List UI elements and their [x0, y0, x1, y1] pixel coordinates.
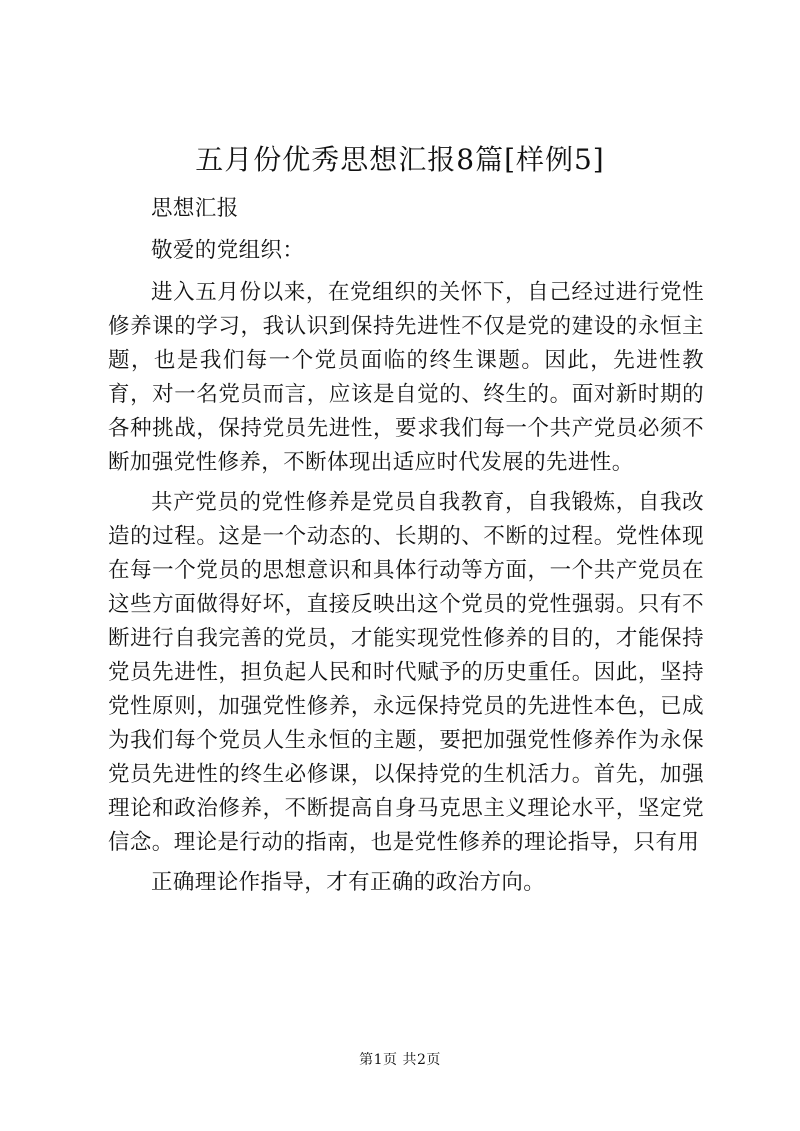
body-paragraph-3: 正确理论作指导，才有正确的政治方向。: [151, 870, 546, 895]
salutation-heading: 思想汇报: [151, 196, 239, 221]
document-body: [108, 192, 704, 906]
document-title: 五月份优秀思想汇报8篇[样例5]: [195, 143, 605, 176]
salutation-line: 敬爱的党组织：: [151, 238, 305, 263]
page-number-footer: 第1页 共2页: [359, 1052, 441, 1068]
body-paragraph-1: 进入五月份以来，在党组织的关怀下，自己经过进行党性修养课的学习，我认识到保持先进性不仅是党的建设的永恒主题，也是我们每一个党员面临的终生课题。因此，先进性教育，对一名党员而言，应该是自觉的、终生的。面对新时期的各种挑战，保持党员先进性，要求我们每一个共产党员必须不断加强党性修养，不断体现出适应时代发展的先进性。: [108, 280, 704, 475]
body-paragraph-2: 共产党员的党性修养是党员自我教育，自我锻炼，自我改造的过程。这是一个动态的、长期的、不断的过程。党性体现在每一个党员的思想意识和具体行动等方面，一个共产党员在这些方面做得好坏，直接反映出这个党员的党性强弱。只有不断进行自我完善的党员，才能实现党性修养的目的，才能保持党员先进性，担负起人民和时代赋予的历史重任。因此，坚持党性原则，加强党性修养，永远保持党员的先进性本色，已成为我们每个党员人生永恒的主题，要把加强党性修养作为永保党员先进性的终生必修课，以保持党的生机活力。首先，加强理论和政治修养，不断提高自身马克思主义理论水平，坚定党信念。理论是行动的指南，也是党性修养的理论指导，只有用: [108, 490, 704, 855]
